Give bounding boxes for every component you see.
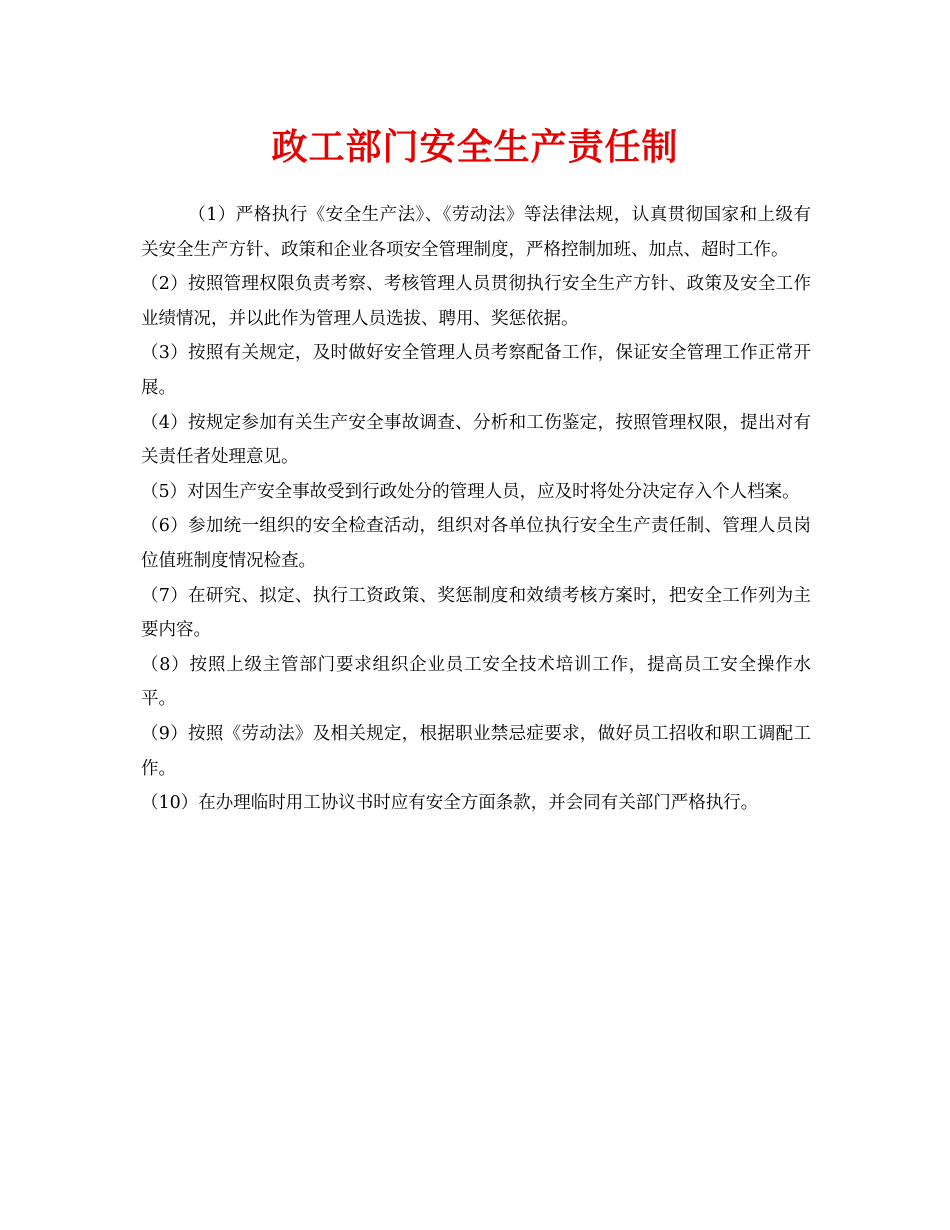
paragraph-4: （4）按规定参加有关生产安全事故调查、分析和工伤鉴定，按照管理权限，提出对有关责任者处理意见。 <box>141 412 811 468</box>
paragraph-5: （5）对因生产安全事故受到行政处分的管理人员，应及时将处分决定存入个人档案。 <box>141 481 800 502</box>
paragraph-6: （6）参加统一组织的安全检查活动，组织对各单位执行安全生产责任制、管理人员岗位值班制度情况检查。 <box>141 516 811 571</box>
paragraph-2: （2）按照管理权限负责考察、考核管理人员贯彻执行安全生产方针、政策及安全工作业绩情况，并以此作为管理人员选拔、聘用、奖惩依据。 <box>141 274 811 329</box>
paragraph-1: （1）严格执行《安全生产法》、《劳动法》等法律法规，认真贯彻国家和上级有关安全生产方针、政策和企业各项安全管理制度，严格控制加班、加点、超时工作。 <box>141 205 811 260</box>
paragraph-9: （9）按照《劳动法》及相关规定，根据职业禁忌症要求，做好员工招收和职工调配工作。 <box>141 723 811 779</box>
paragraph-10: （10）在办理临时用工协议书时应有安全方面条款，并会同有关部门严格执行。 <box>141 793 759 814</box>
document-body <box>141 198 811 821</box>
paragraph-7: （7）在研究、拟定、执行工资政策、奖惩制度和效绩考核方案时，把安全工作列为主要内容。 <box>141 585 811 641</box>
paragraph-3: （3）按照有关规定，及时做好安全管理人员考察配备工作，保证安全管理工作正常开展。 <box>141 343 811 398</box>
document-title: 政工部门安全生产责任制 <box>271 126 679 168</box>
paragraph-8: （8）按照上级主管部门要求组织企业员工安全技术培训工作，提高员工安全操作水平。 <box>141 654 811 710</box>
